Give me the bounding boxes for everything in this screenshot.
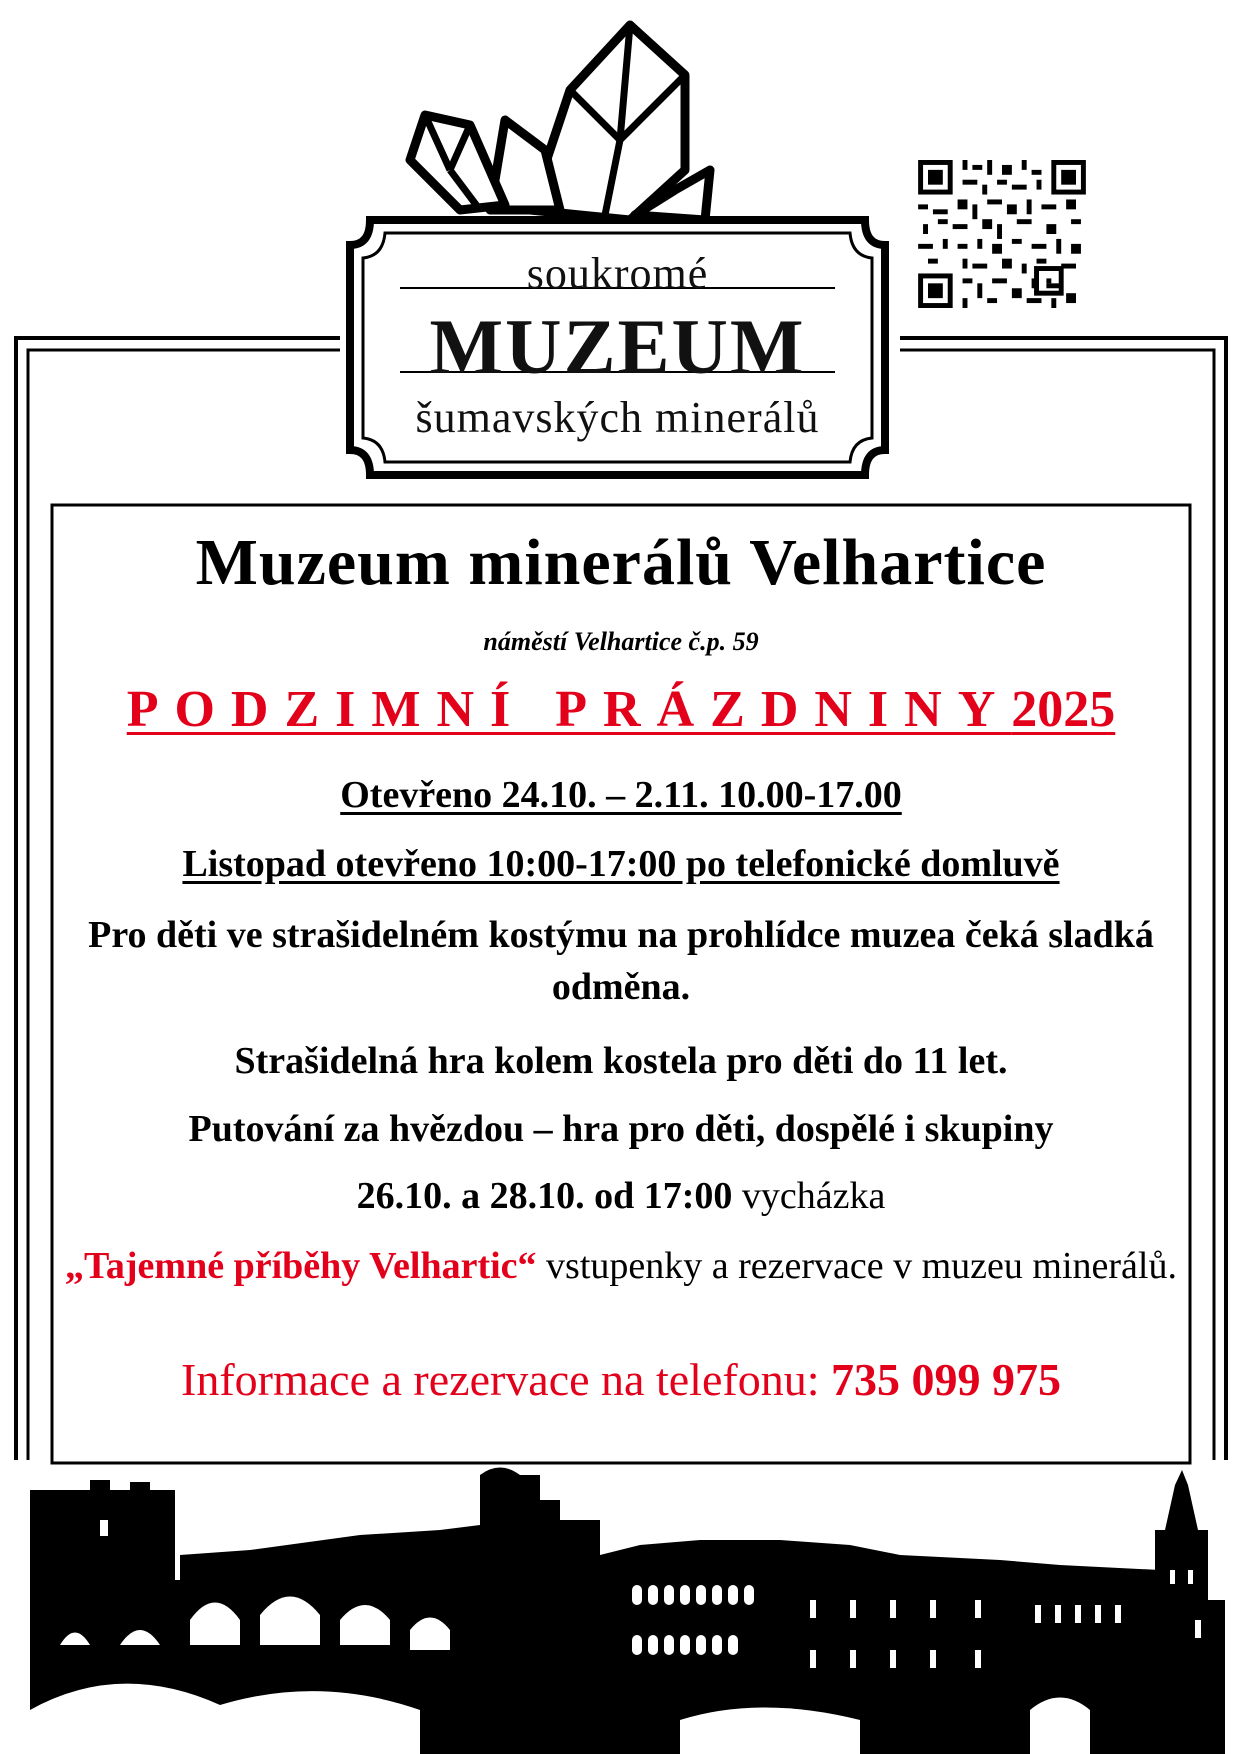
castle-skyline-silhouette — [0, 1460, 1240, 1754]
november-hours: Listopad otevřeno 10:00-17:00 po telefonické domluvě — [182, 843, 1060, 885]
tour-line — [52, 1240, 1190, 1292]
logo-top-text: soukromé — [526, 249, 709, 298]
walk-word: vycházka — [741, 1175, 886, 1217]
kids-costume-text: Pro děti ve strašidelném kostýmu na prohlídce muzea čeká sladká odměna. — [88, 914, 1154, 1008]
qr-code-icon[interactable] — [918, 160, 1086, 308]
tour-tickets: vstupenky a rezervace v muzeu minerálů. — [546, 1245, 1177, 1287]
walk-line — [52, 1170, 1190, 1222]
walk-dates: 26.10. a 28.10. od 17:00 — [356, 1175, 733, 1217]
holiday-heading — [52, 680, 1190, 739]
opening-hours: Otevřeno 24.10. – 2.11. 10.00-17.00 — [340, 774, 902, 816]
address: náměstí Velhartice č.p. 59 — [483, 627, 759, 656]
holiday-year: 2025 — [1011, 681, 1116, 738]
holiday-heading-text: PODZIMNÍ PRÁZDNINY — [126, 681, 1012, 738]
logo-main-text: MUZEUM — [429, 303, 806, 390]
star-game-text: Putování za hvězdou – hra pro děti, dospělé i skupiny — [188, 1108, 1054, 1150]
ghost-game-text: Strašidelná hra kolem kostela pro děti do 11 let. — [234, 1040, 1008, 1082]
phone-number[interactable]: 735 099 975 — [830, 1354, 1061, 1405]
phone-line — [52, 1353, 1190, 1406]
tour-name: „Tajemné příběhy Velhartic“ — [65, 1245, 537, 1287]
museum-logo — [330, 20, 905, 490]
phone-label: Informace a rezervace na telefonu: — [181, 1354, 820, 1405]
page-title: Muzeum minerálů Velhartice — [195, 526, 1047, 599]
logo-bottom-text: šumavských minerálů — [415, 393, 820, 442]
poster-content — [52, 505, 1190, 1463]
